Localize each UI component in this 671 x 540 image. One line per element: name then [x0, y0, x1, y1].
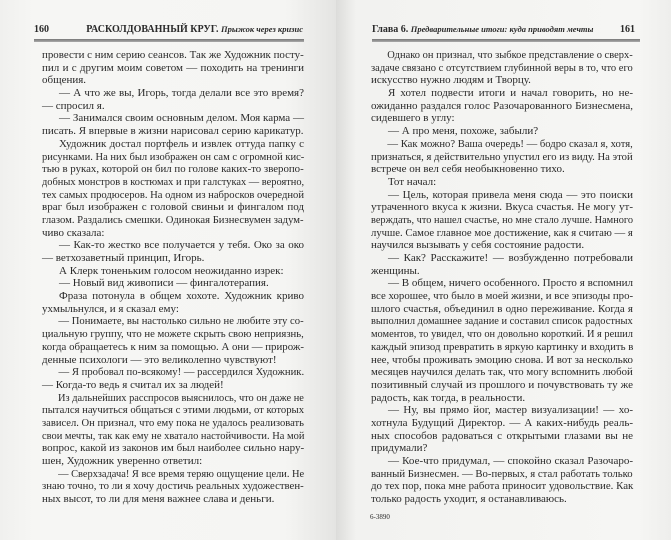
running-header	[86, 24, 303, 38]
running-subtitle: Предварительные итоги: куда приводят мечты	[410, 24, 594, 34]
text-line: хотнула Будущий Директор. — А каких-нибудь реаль-	[371, 416, 633, 429]
text-line: месяцев научился делать так, что могу вспомнить любой	[371, 366, 633, 379]
text-line: искусство нужно людям и Творцу.	[371, 74, 531, 87]
text-line: ных способов радоваться с открытыми глазами вы не	[371, 429, 633, 442]
running-subtitle: Прыжок через кризис	[220, 24, 303, 34]
text-line: ванный Бизнесмен. — Во-первых, я стал работать только	[371, 467, 633, 480]
text-line: женщины.	[371, 264, 420, 277]
text-line: — Как-то жестко все получается у тебя. Око за око	[59, 239, 304, 252]
text-line: шен, Художник уверенно ответил:	[42, 455, 203, 467]
text-line: — ветхозаветный принцип, Игорь.	[42, 252, 205, 264]
text-line: когда обращаетесь к ним за помощью. А они — прирож-	[42, 340, 304, 353]
header-rule	[34, 39, 304, 42]
text-line: свои мечты, так как ему не хватало настойчивости. На мой	[42, 429, 305, 442]
text-line: тех самых продюсеров. На одном из набросков очередной	[42, 188, 304, 201]
text-line: зависел. Он признал, что ему пока не удалось реализовать	[42, 416, 304, 429]
text-line: радость, как тогда, в реальности.	[371, 391, 526, 404]
text-line: — Как? Расскажите! — возбужденно потребовали	[388, 252, 633, 264]
body-text	[371, 49, 633, 506]
text-line: денные психологи — это великолепно чувствуют!	[42, 353, 277, 366]
text-line: знаю точно, то ли я хочу достичь реальных художествен-	[42, 480, 304, 493]
text-line: глазом. Раздались смешки. Одинокая Бизнесвумен задум-	[42, 213, 304, 226]
text-line: признаться, я действительно упустил его из виду. На этой	[371, 150, 633, 163]
text-line: Фраза потонула в общем хохоте. Художник криво	[59, 290, 304, 303]
text-line: выполнил домашнее задание и составил список радостных	[371, 315, 633, 328]
text-line: — Сверхзадача! Я все время теряю ощущение цели. Не	[58, 467, 305, 480]
running-header	[372, 24, 593, 38]
text-line: писать. Я впервые в жизни нарисовал серию карикатур.	[42, 125, 304, 138]
text-line: Однако он признал, что зыбкое представление о сверх-	[387, 49, 633, 61]
text-line: общения.	[42, 74, 87, 87]
text-line: циальную группу, что не можете скрыть свою неприязнь,	[42, 328, 304, 341]
header-rule	[372, 39, 640, 42]
text-line: нее, чтобы проживать эмоцию снова. И вот за несколько	[371, 353, 633, 366]
text-line: — Понимаете, вы настолько сильно не любите эту со-	[58, 315, 304, 328]
text-line: Тот начал:	[388, 175, 437, 188]
text-line: враг был изображен с головой свиньи и фингалом под	[42, 201, 304, 214]
text-line: чиво сказала:	[42, 226, 105, 239]
text-line: Из дальнейших расспросов выяснилось, что он даже не	[58, 391, 304, 404]
text-line: придумали?	[371, 442, 428, 455]
body-text	[42, 49, 304, 506]
text-line: позитивный случай из прошлого и почувствовать ту же	[371, 378, 633, 391]
text-line: моментов, то увидел, что он довольно короткий. И я решил	[371, 328, 633, 341]
text-line: задаче связано с отсутствием глубинной веры в то, что его	[371, 61, 633, 74]
text-line: пытался научиться общаться с этими людьми, от которых	[42, 404, 305, 417]
text-line: до тех пор, пока мне работа приносит удовольствие. Как	[371, 480, 634, 493]
text-line: — Ну, вы прямо йог, мастер визуализации! — хо-	[388, 404, 633, 417]
text-line: добных монстров в костюмах и при галстуках — вероятно,	[42, 175, 305, 188]
text-line: — А про меня, похоже, забыли?	[388, 125, 539, 138]
text-line: научился вызывать у себя состояние радости.	[371, 239, 585, 252]
text-line: — Цель, которая привела меня сюда — это поиски	[388, 188, 633, 201]
text-line: — Занимался своим основным делом. Моя карма —	[59, 112, 304, 125]
text-line: только радость уходит, я останавливаюсь.	[371, 493, 567, 506]
text-line: все хорошее, что было в моей жизни, и все эпизоды про-	[371, 290, 634, 303]
text-line: ухмыльнулся, и я сказал ему:	[42, 302, 179, 315]
text-line: — Как можно? Ваша очередь! — бодро сказал я, хотя,	[387, 137, 633, 150]
running-title: РАСКОЛДОВАННЫЙ КРУГ.	[86, 24, 219, 35]
text-line: — Когда-то ведь я считал их за людей!	[42, 378, 224, 391]
text-line: пил и с другим моим советом — походить на тренинги	[42, 61, 304, 74]
text-line: — Новый вид живописи — фингалотерапия.	[59, 277, 269, 290]
text-line: шлого счастья, объединил в одно переживание. Когда я	[371, 302, 633, 315]
text-line: — А что же вы, Игорь, тогда делали все это время?	[59, 87, 304, 100]
text-line: встрече он вел себя необыкновенно тихо.	[371, 163, 565, 176]
text-line: вопрос, какой из законов им был наиболее сильно нару-	[42, 442, 305, 455]
text-line: Художник достал портфель и извлек оттуда папку с	[59, 137, 304, 150]
text-line: утраченного вкуса к жизни. Вкуса счастья. Не могу ут-	[371, 201, 633, 214]
text-line: верждать, что нашел счастье, но мне стало лучше. Намного	[371, 213, 634, 226]
text-line: рисунками. На них был изображен он сам с огромной кис-	[42, 150, 305, 163]
right-page	[336, 0, 671, 540]
text-line: тью в руках, которой он бил по голове каких-то зверопо-	[42, 163, 304, 176]
text-line: Я хотел подвести итоги и начал говорить, но не-	[388, 87, 633, 100]
page-number: 160	[34, 24, 49, 35]
text-line: сидевшего в углу:	[371, 112, 455, 125]
text-line: — спросил я.	[42, 99, 105, 112]
text-line: — Я пробовал по-всякому! — рассердился Художник.	[58, 366, 305, 379]
running-title: Глава 6.	[372, 24, 409, 35]
text-line: лучше. Самое главное мое достижение, как я считаю — я	[371, 226, 633, 239]
text-line: ных высот, то ли для меня важнее слава и деньги.	[42, 493, 275, 506]
text-line: ожиданно раздался голос Разочарованного Бизнесмена,	[371, 99, 633, 112]
page-number: 161	[620, 24, 635, 35]
text-line: — В общем, ничего особенного. Просто я вспомнил	[388, 277, 633, 290]
text-line: каждый эпизод превратить в яркую картинку и входить в	[371, 340, 634, 353]
text-line: провести с ним серию сеансов. Так же Художник посту-	[42, 49, 304, 61]
text-line: А Клерк тоненьким голосом неожиданно изрек:	[59, 264, 284, 277]
footer-signature: 6-3890	[370, 513, 390, 521]
text-line: — Кое-что придумал, — спокойно сказал Разочаро-	[388, 455, 633, 467]
